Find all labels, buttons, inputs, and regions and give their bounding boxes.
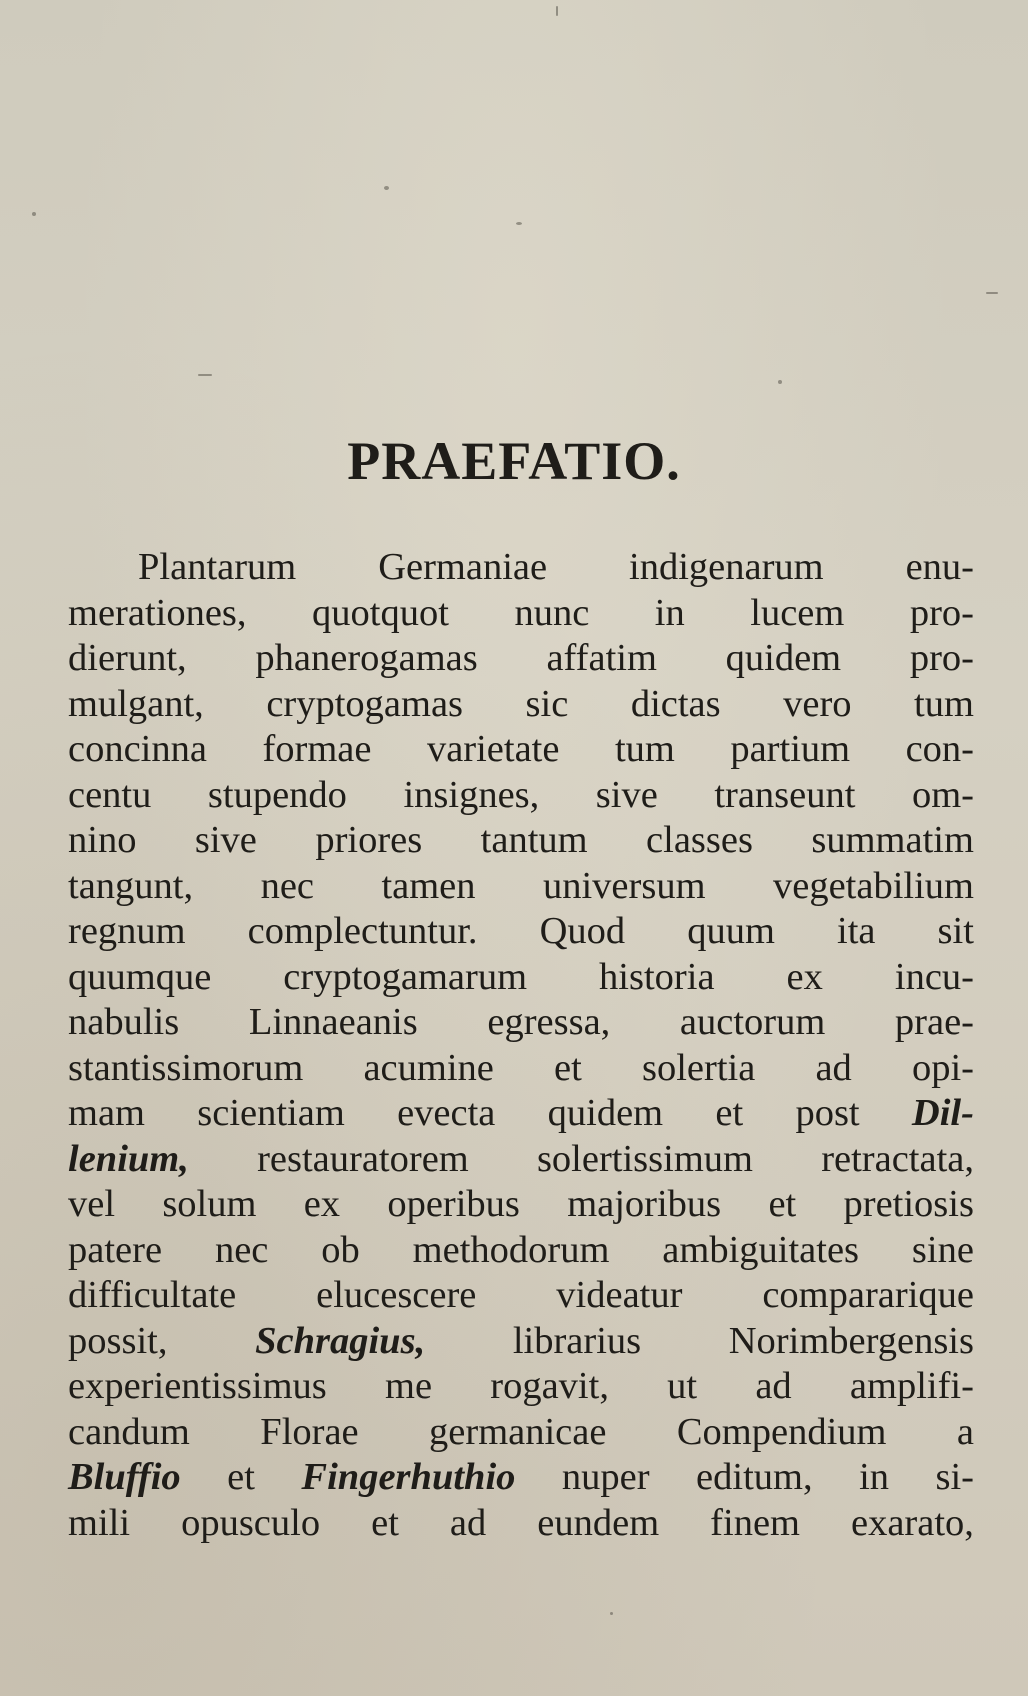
word: operibus	[387, 1183, 520, 1225]
word: elucescere	[316, 1274, 477, 1316]
text-line	[68, 1410, 974, 1456]
italic-word: Bluffio	[68, 1456, 181, 1498]
word: complectuntur.	[247, 910, 478, 952]
word: enu-	[905, 546, 974, 588]
word: candum	[68, 1410, 190, 1453]
word: sive	[194, 819, 257, 861]
italic-word: Schragius,	[255, 1319, 426, 1362]
word: solum	[162, 1183, 257, 1225]
paper-speck	[556, 6, 558, 16]
word: merationes,	[68, 591, 247, 634]
paper-speck	[198, 374, 212, 376]
word: scientiam	[197, 1092, 345, 1134]
word: editum,	[696, 1456, 813, 1498]
word: possit,	[68, 1319, 168, 1362]
word: transeunt	[714, 773, 856, 816]
word: Linnaeanis	[248, 1001, 418, 1043]
word: sive	[595, 773, 658, 816]
word: Norimbergensis	[728, 1319, 974, 1362]
text-line	[68, 1046, 974, 1092]
word: nunc	[514, 591, 590, 634]
text-line	[68, 1273, 974, 1319]
word: videatur	[556, 1274, 683, 1316]
text-line	[68, 1364, 974, 1410]
paper-speck	[384, 186, 389, 190]
word: Compendium	[676, 1410, 887, 1453]
word: affatim	[546, 637, 657, 679]
word: tangunt,	[68, 864, 194, 907]
word: pro-	[909, 637, 974, 679]
text-line	[68, 1137, 974, 1183]
word: historia	[599, 955, 715, 998]
word: quum	[687, 910, 775, 952]
word: acumine	[363, 1046, 494, 1089]
paper-speck	[32, 212, 36, 216]
word: pretiosis	[843, 1183, 974, 1225]
word: tamen	[381, 864, 476, 907]
paper-speck	[516, 222, 522, 225]
word: majoribus	[567, 1183, 722, 1225]
word: nino	[68, 819, 137, 861]
word: me	[385, 1365, 433, 1407]
word: solertia	[641, 1046, 756, 1089]
word: et	[371, 1501, 399, 1544]
word: nec	[214, 1228, 269, 1271]
word: Germaniae	[378, 546, 548, 588]
word: ad	[449, 1501, 487, 1544]
word: mili	[68, 1501, 131, 1544]
text-line	[68, 1091, 974, 1137]
word: retractata,	[821, 1137, 974, 1180]
word: ita	[837, 910, 876, 952]
word: et	[768, 1183, 797, 1225]
word: phanerogamas	[255, 637, 478, 679]
word: rogavit,	[490, 1365, 609, 1407]
word: librarius	[512, 1319, 642, 1362]
word: stupendo	[207, 773, 347, 816]
text-line	[68, 636, 974, 682]
word: prae-	[894, 1001, 974, 1043]
word: et	[227, 1456, 255, 1498]
word: exarato,	[851, 1501, 974, 1544]
word: sic	[525, 682, 569, 725]
word: ad	[815, 1046, 852, 1089]
word: difficultate	[68, 1274, 237, 1316]
word: formae	[262, 728, 372, 770]
word: si-	[935, 1456, 974, 1498]
word: Quod	[539, 910, 626, 952]
word: Plantarum	[138, 546, 297, 588]
word: in	[859, 1456, 890, 1498]
word: nuper	[561, 1456, 650, 1498]
word: vero	[783, 682, 852, 725]
word: auctorum	[679, 1001, 826, 1043]
word: nec	[260, 864, 314, 907]
word: nabulis	[68, 1001, 180, 1043]
word: con-	[905, 728, 974, 770]
word: classes	[646, 819, 753, 861]
text-line	[68, 1000, 974, 1046]
word: indigenarum	[629, 546, 824, 588]
word: partium	[730, 728, 851, 770]
word: ad	[755, 1365, 792, 1407]
word: regnum	[68, 910, 186, 952]
word: quidem	[547, 1092, 664, 1134]
word: tum	[614, 728, 675, 770]
word: pro-	[909, 591, 974, 634]
paper-speck	[610, 1612, 613, 1615]
word: quotquot	[312, 591, 449, 634]
word: opi-	[911, 1046, 974, 1089]
word: experientissimus	[68, 1365, 327, 1407]
word: solertissimum	[536, 1137, 753, 1180]
text-line	[68, 1319, 974, 1365]
word: vegetabilium	[772, 864, 974, 907]
word: ob	[321, 1228, 360, 1271]
word: restauratorem	[257, 1137, 469, 1180]
word: om-	[911, 773, 974, 816]
word: evecta	[397, 1092, 496, 1134]
italic-word: lenium,	[68, 1137, 189, 1180]
italic-word: Fingerhuthio	[301, 1456, 516, 1498]
word: insignes,	[403, 773, 540, 816]
text-line	[68, 682, 974, 728]
word: dierunt,	[68, 637, 187, 679]
paper-speck	[986, 292, 998, 294]
word: varietate	[426, 728, 560, 770]
word: stantissimorum	[68, 1046, 304, 1089]
word: concinna	[68, 728, 207, 770]
word: ex	[786, 955, 823, 998]
word: a	[956, 1410, 974, 1453]
word: quidem	[725, 637, 842, 679]
word: lucem	[750, 591, 845, 634]
word: dictas	[630, 682, 721, 725]
word: priores	[315, 819, 423, 861]
word: tum	[914, 682, 974, 725]
word: et	[715, 1092, 744, 1134]
text-line	[68, 1182, 974, 1228]
word: patere	[68, 1228, 163, 1271]
word: compararique	[762, 1274, 974, 1316]
word: sit	[937, 910, 974, 952]
word: cryptogamas	[266, 682, 464, 725]
text-line	[68, 864, 974, 910]
text-line	[68, 591, 974, 637]
word: eundem	[537, 1501, 660, 1544]
page-heading: PRAEFATIO.	[347, 431, 681, 491]
word: ex	[303, 1183, 341, 1225]
word: finem	[710, 1501, 800, 1544]
word: sine	[911, 1228, 974, 1271]
preface-paragraph	[68, 545, 974, 1546]
word: amplifi-	[849, 1365, 974, 1407]
word: methodorum	[412, 1228, 610, 1271]
text-line	[68, 955, 974, 1001]
word: vel	[68, 1183, 116, 1225]
word: centu	[68, 773, 152, 816]
text-line	[68, 909, 974, 955]
word: Florae	[260, 1410, 359, 1453]
word: cryptogamarum	[283, 955, 528, 998]
word: ut	[667, 1365, 698, 1407]
word: in	[654, 591, 685, 634]
word: quumque	[68, 955, 212, 998]
word: mam	[68, 1092, 145, 1134]
word: egressa,	[487, 1001, 611, 1043]
word: ambiguitates	[662, 1228, 860, 1271]
text-line	[68, 818, 974, 864]
text-line	[68, 727, 974, 773]
word: tantum	[480, 819, 588, 861]
paper-speck	[778, 380, 782, 384]
text-line	[68, 773, 974, 819]
word: summatim	[811, 819, 974, 861]
text-line	[68, 1501, 974, 1547]
word: universum	[542, 864, 706, 907]
word: mulgant,	[68, 682, 204, 725]
italic-word: Dil-	[911, 1092, 974, 1134]
word: post	[795, 1092, 860, 1134]
text-line	[68, 545, 974, 591]
word: incu-	[894, 955, 974, 998]
text-line	[68, 1228, 974, 1274]
word: germanicae	[429, 1410, 607, 1453]
word: et	[554, 1046, 582, 1089]
word: opusculo	[181, 1501, 321, 1544]
text-line	[68, 1455, 974, 1501]
